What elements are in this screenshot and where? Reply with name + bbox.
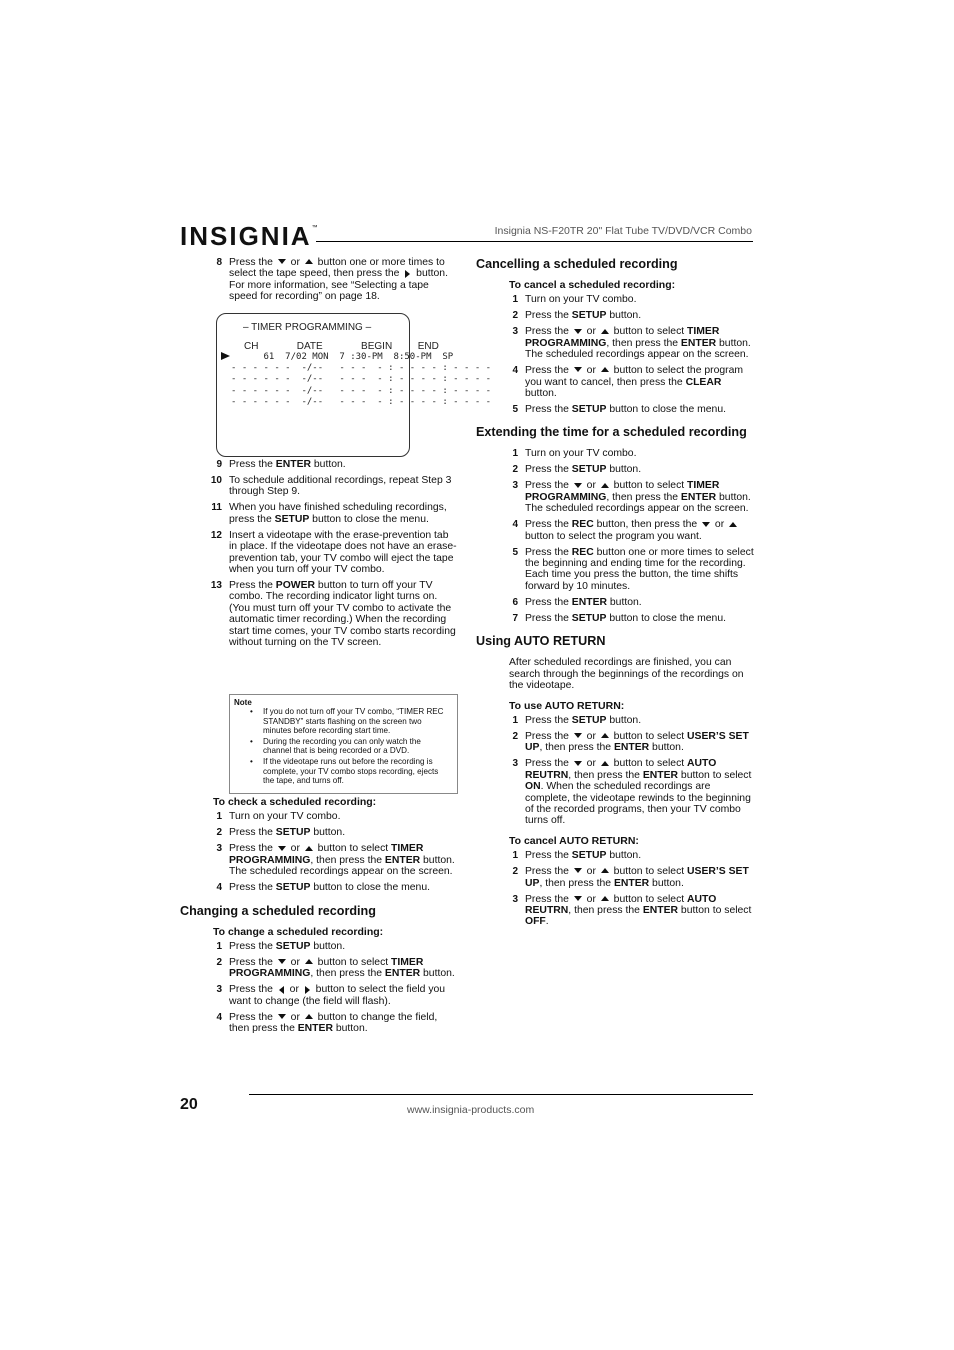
note-title: Note <box>234 698 252 707</box>
list-item: 3 Press the or button to select TIMER PROGRAMMING, then press the ENTER button. The scheduled recordings appear on the screen. <box>512 326 751 361</box>
list-item: 10 To schedule additional recordings, repeat Step 3 through Step 9. <box>210 475 452 498</box>
list-item: 4 Press the or button to change the field, then press the ENTER button. <box>216 1011 438 1035</box>
extending-heading: Extending the time for a scheduled recording <box>476 425 747 440</box>
up-arrow-icon <box>601 761 609 766</box>
check-heading: To check a scheduled recording: <box>213 796 377 808</box>
list-item: 3 Press the or button to select AUTO REUTRN, then press the ENTER button to select OFF. <box>512 893 752 928</box>
note-list <box>233 707 455 787</box>
screen-row: - - - - - - -/-- - - - - : - - - - : - - - - <box>231 397 492 407</box>
list-item: 1 Turn on your TV combo. <box>512 294 637 306</box>
auto-return-intro: After scheduled recordings are finished, you can search through the beginnings of the recordings on the videotape. <box>509 657 744 692</box>
list-item: 2 Press the SETUP button. <box>512 464 642 476</box>
screen-title: – TIMER PROGRAMMING – <box>243 322 372 333</box>
list-item: 4 Press the SETUP button to close the menu. <box>216 882 431 894</box>
list-item: 6 Press the ENTER button. <box>512 596 642 608</box>
list-item: 9 Press the ENTER button. <box>216 459 346 470</box>
up-arrow-icon <box>601 896 609 901</box>
up-arrow-icon <box>729 522 737 527</box>
header-rule <box>316 241 753 242</box>
up-arrow-icon <box>305 259 313 264</box>
list-item: 3 Press the or button to select the field you want to change (the field will flash). <box>216 984 446 1007</box>
list-item: 2 Press the SETUP button. <box>512 310 642 322</box>
list-item: 1 Turn on your TV combo. <box>216 811 341 823</box>
up-arrow-icon <box>601 483 609 488</box>
changing-heading: Changing a scheduled recording <box>180 903 376 918</box>
brand-logo: INSIGNIA™ <box>180 221 318 251</box>
list-item: 7 Press the SETUP button to close the menu. <box>512 612 727 624</box>
list-item: 3 Press the or button to select AUTO REUTRN, then press the ENTER button to select ON. When the scheduled recordings are complete, the videotape rewinds to the beginning of the recorded programs, then your TV combo turns off. <box>512 758 752 827</box>
list-item: 1 Press the SETUP button. <box>512 850 642 862</box>
list-item: 13 Press the POWER button to turn off your TV combo. The recording indicator light turns on. (You must turn off your TV combo to activate the automatic timer recording.) When the recording start time comes, your TV combo starts recording without turning on the TV screen. <box>210 580 456 649</box>
right-column <box>476 257 754 932</box>
list-item: 2 Press the SETUP button. <box>216 827 346 839</box>
screen-row: - - - - - - -/-- - - - - : - - - - : - - - - <box>231 374 492 384</box>
to-cancel-auto-heading: To cancel AUTO RETURN: <box>509 834 639 847</box>
list-item: 1 Press the SETUP button. <box>216 941 346 953</box>
footer-url: www.insignia-products.com <box>407 1104 535 1116</box>
up-arrow-icon <box>305 1014 313 1019</box>
down-arrow-icon <box>278 1014 286 1019</box>
left-column <box>180 257 458 307</box>
list-item: 1 Press the SETUP button. <box>512 714 642 726</box>
list-item: 8 Press the or button one or more times to select the tape speed, then press the button. For more information, see “Selecting a tape speed for recording” on page 18. <box>216 257 448 303</box>
cancelling-heading: Cancelling a scheduled recording <box>476 257 678 271</box>
up-arrow-icon <box>601 367 609 372</box>
list-item: 2 Press the or button to select USER’S SET UP, then press the ENTER button. <box>512 866 749 889</box>
down-arrow-icon <box>574 329 582 334</box>
up-arrow-icon <box>305 959 313 964</box>
list-item: 4 Press the REC button, then press the or button to select the program you want. <box>476 519 754 542</box>
list-item: 5 Press the SETUP button to close the menu. <box>512 404 727 416</box>
list-item: 5 Press the REC button one or more times to select the beginning and ending time for the recording. Each time you press the button, the time shifts forward by 10 minutes. <box>512 546 754 592</box>
down-arrow-icon <box>574 733 582 738</box>
right-arrow-icon <box>405 270 410 278</box>
left-column-lower <box>180 459 458 653</box>
down-arrow-icon <box>574 483 582 488</box>
to-change-heading: To change a scheduled recording: <box>213 925 384 938</box>
down-arrow-icon <box>278 846 286 851</box>
list-item: 12 Insert a videotape with the erase-prevention tab in place. If the videotape does not have an erase-prevention tab, your TV combo will eject the tape when you turn off your TV combo. <box>210 529 457 576</box>
note-item: • If the videotape runs out before the recording is complete, your TV combo stops recording, ejects the tape, and turns off. <box>263 757 451 786</box>
down-arrow-icon <box>702 522 710 527</box>
up-arrow-icon <box>601 329 609 334</box>
up-arrow-icon <box>601 868 609 873</box>
to-use-auto-heading: To use AUTO RETURN: <box>509 699 625 712</box>
note-box <box>229 694 458 794</box>
down-arrow-icon <box>278 959 286 964</box>
list-item: 11 When you have finished scheduling recordings, press the SETUP button to close the menu. <box>211 502 447 525</box>
list-item: 3 Press the or button to select TIMER PROGRAMMING, then press the ENTER button. The scheduled recordings appear on the screen. <box>512 480 751 515</box>
cursor-arrow-icon <box>221 352 230 360</box>
up-arrow-icon <box>601 733 609 738</box>
note-item: • During the recording you can only watch the channel that is being recorded or a DVD. <box>263 737 451 756</box>
screen-row: - - - - - - -/-- - - - - : - - - - : - - - - <box>231 363 492 373</box>
left-arrow-icon <box>279 986 284 994</box>
footer-rule <box>249 1094 753 1095</box>
down-arrow-icon <box>278 259 286 264</box>
list-item: 4 Press the or button to select the program you want to cancel, then press the CLEAR button. <box>512 365 744 400</box>
up-arrow-icon <box>305 846 313 851</box>
auto-return-heading: Using AUTO RETURN <box>476 634 606 649</box>
header-title: Insignia NS-F20TR 20" Flat Tube TV/DVD/VCR Combo <box>494 225 752 237</box>
to-cancel-heading: To cancel a scheduled recording: <box>509 279 676 291</box>
timer-programming-screen <box>216 313 492 457</box>
down-arrow-icon <box>574 367 582 372</box>
page-number: 20 <box>180 1096 198 1113</box>
note-item: • If you do not turn off your TV combo, “TIMER REC STANDBY” starts flashing on the screen two minutes before recording start time. <box>263 707 451 736</box>
left-column-bottom <box>180 797 458 1039</box>
list-item: 2 Press the or button to select USER’S SET UP, then press the ENTER button. <box>512 730 749 754</box>
list-item: 2 Press the or button to select TIMER PROGRAMMING, then press the ENTER button. <box>216 957 455 980</box>
list-item: 3 Press the or button to select TIMER PROGRAMMING, then press the ENTER button. The scheduled recordings appear on the screen. <box>216 843 455 878</box>
screen-row: 61 7/02 MON 7 :30-PM 8:50-PM SP <box>231 352 454 362</box>
screen-row: - - - - - - -/-- - - - - : - - - - : - - - - <box>231 386 492 396</box>
down-arrow-icon <box>574 761 582 766</box>
screen-headers: CH DATE BEGIN END <box>244 341 439 352</box>
right-arrow-icon <box>305 986 310 994</box>
down-arrow-icon <box>574 896 582 901</box>
list-item: 1 Turn on your TV combo. <box>512 448 637 460</box>
down-arrow-icon <box>574 868 582 873</box>
